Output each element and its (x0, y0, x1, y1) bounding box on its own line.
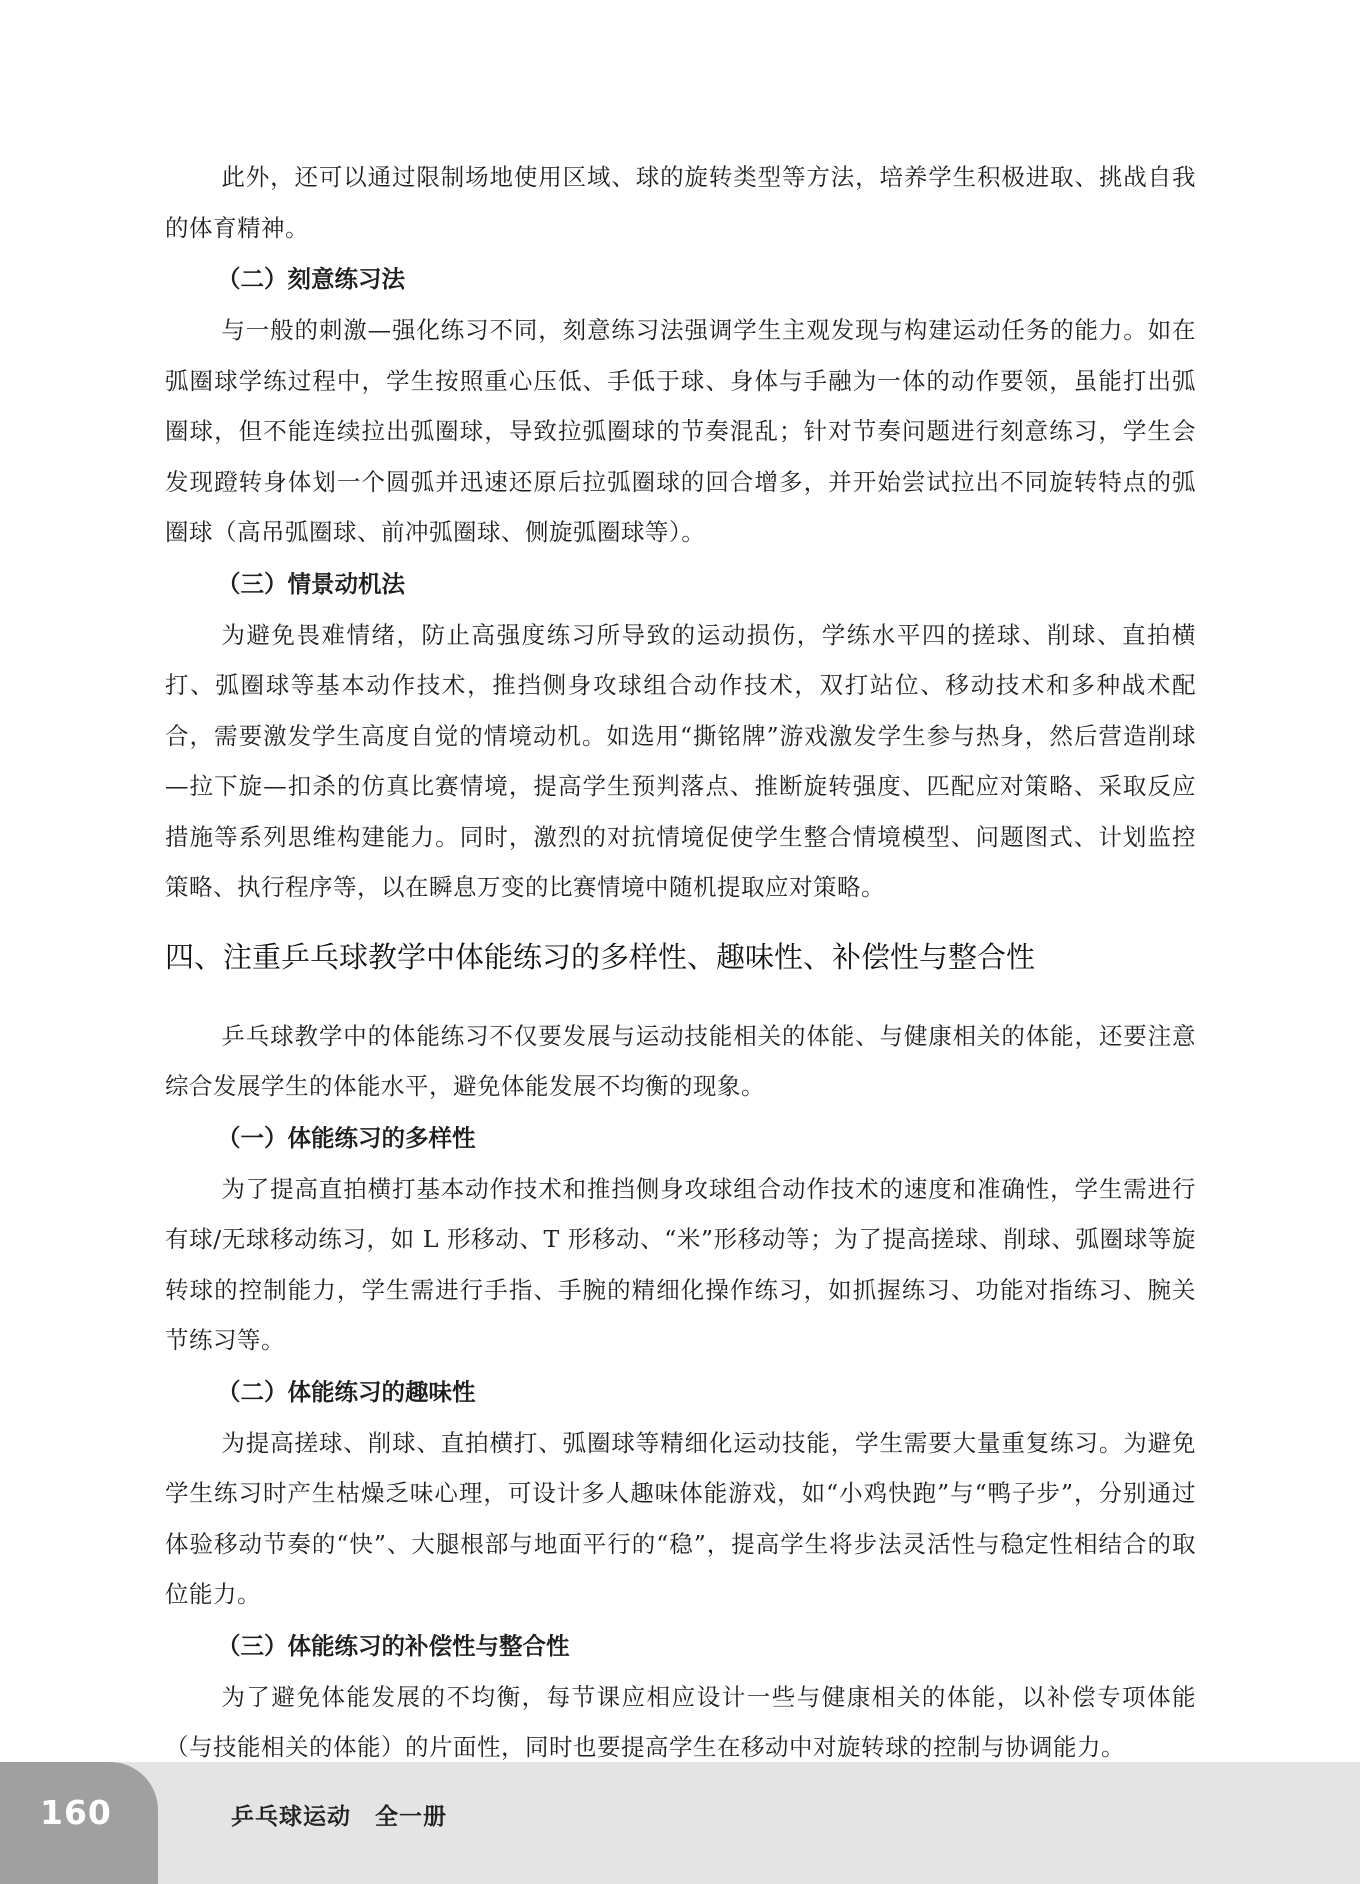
subheading-scenario-motivation: （三）情景动机法 (217, 569, 405, 598)
paragraph-diversity: 为了提高直拍横打基本动作技术和推挡侧身攻球组合动作技术的速度和准确性，学生需进行有球/无球移动练习，如 L 形移动、T 形移动、“米”形移动等；为了提高搓球、削球、弧圈球等旋转球的控制能力，学生需进行手指、手腕的精细化操作练习，如抓握练习、功能对指练习、腕关节练习等。 (165, 1174, 1196, 1354)
section-heading-physical-training: 四、注重乒乓球教学中体能练习的多样性、趣味性、补偿性与整合性 (165, 939, 1036, 974)
book-title: 乒乓球运动 全一册 (231, 1804, 447, 1830)
page-footer (0, 1762, 1360, 1884)
paragraph-compensation-integration: 为了避免体能发展的不均衡，每节课应相应设计一些与健康相关的体能，以补偿专项体能（与技能相关的体能）的片面性，同时也要提高学生在移动中对旋转球的控制与协调能力。 (165, 1682, 1196, 1761)
paragraph-scenario-motivation: 为避免畏难情绪，防止高强度练习所导致的运动损伤，学练水平四的搓球、削球、直拍横打、弧圈球等基本动作技术，推挡侧身攻球组合动作技术，双打站位、移动技术和多种战术配合，需要激发学生高度自觉的情境动机。如选用“撕铭牌”游戏激发学生参与热身，然后营造削球—拉下旋—扣杀的仿真比赛情境，提高学生预判落点、推断旋转强度、匹配应对策略、采取反应措施等系列思维构建能力。同时，激烈的对抗情境促使学生整合情境模型、问题图式、计划监控策略、执行程序等，以在瞬息万变的比赛情境中随机提取应对策略。 (165, 620, 1196, 901)
subheading-deliberate-practice: （二）刻意练习法 (217, 265, 405, 293)
paragraph-deliberate-practice: 与一般的刺激—强化练习不同，刻意练习法强调学生主观发现与构建运动任务的能力。如在弧圈球学练过程中，学生按照重心压低、手低于球、身体与手融为一体的动作要领，虽能打出弧圈球，但不能连续拉出弧圈球，导致拉弧圈球的节奏混乱；针对节奏问题进行刻意练习，学生会发现蹬转身体划一个圆弧并迅速还原后拉弧圈球的回合增多，并开始尝试拉出不同旋转特点的弧圈球（高吊弧圈球、前冲弧圈球、侧旋弧圈球等）。 (165, 316, 1196, 546)
subheading-compensation-integration: （三）体能练习的补偿性与整合性 (217, 1631, 570, 1660)
paragraph-intro: 此外，还可以通过限制场地使用区域、球的旋转类型等方法，培养学生积极进取、挑战自我的体育精神。 (165, 163, 1196, 242)
paragraph-physical-training-intro: 乒乓球教学中的体能练习不仅要发展与运动技能相关的体能、与健康相关的体能，还要注意综合发展学生的体能水平，避免体能发展不均衡的现象。 (165, 1021, 1196, 1100)
page-content (165, 152, 1196, 1773)
page-number-tab (0, 1762, 158, 1884)
page-number: 160 (40, 1793, 112, 1832)
subheading-fun: （二）体能练习的趣味性 (217, 1377, 476, 1406)
subheading-diversity: （一）体能练习的多样性 (217, 1123, 476, 1152)
paragraph-fun: 为提高搓球、削球、直拍横打、弧圈球等精细化运动技能，学生需要大量重复练习。为避免学生练习时产生枯燥乏味心理，可设计多人趣味体能游戏，如“小鸡快跑”与“鸭子步”，分别通过体验移动节奏的“快”、大腿根部与地面平行的“稳”，提高学生将步法灵活性与稳定性相结合的取位能力。 (165, 1428, 1196, 1608)
